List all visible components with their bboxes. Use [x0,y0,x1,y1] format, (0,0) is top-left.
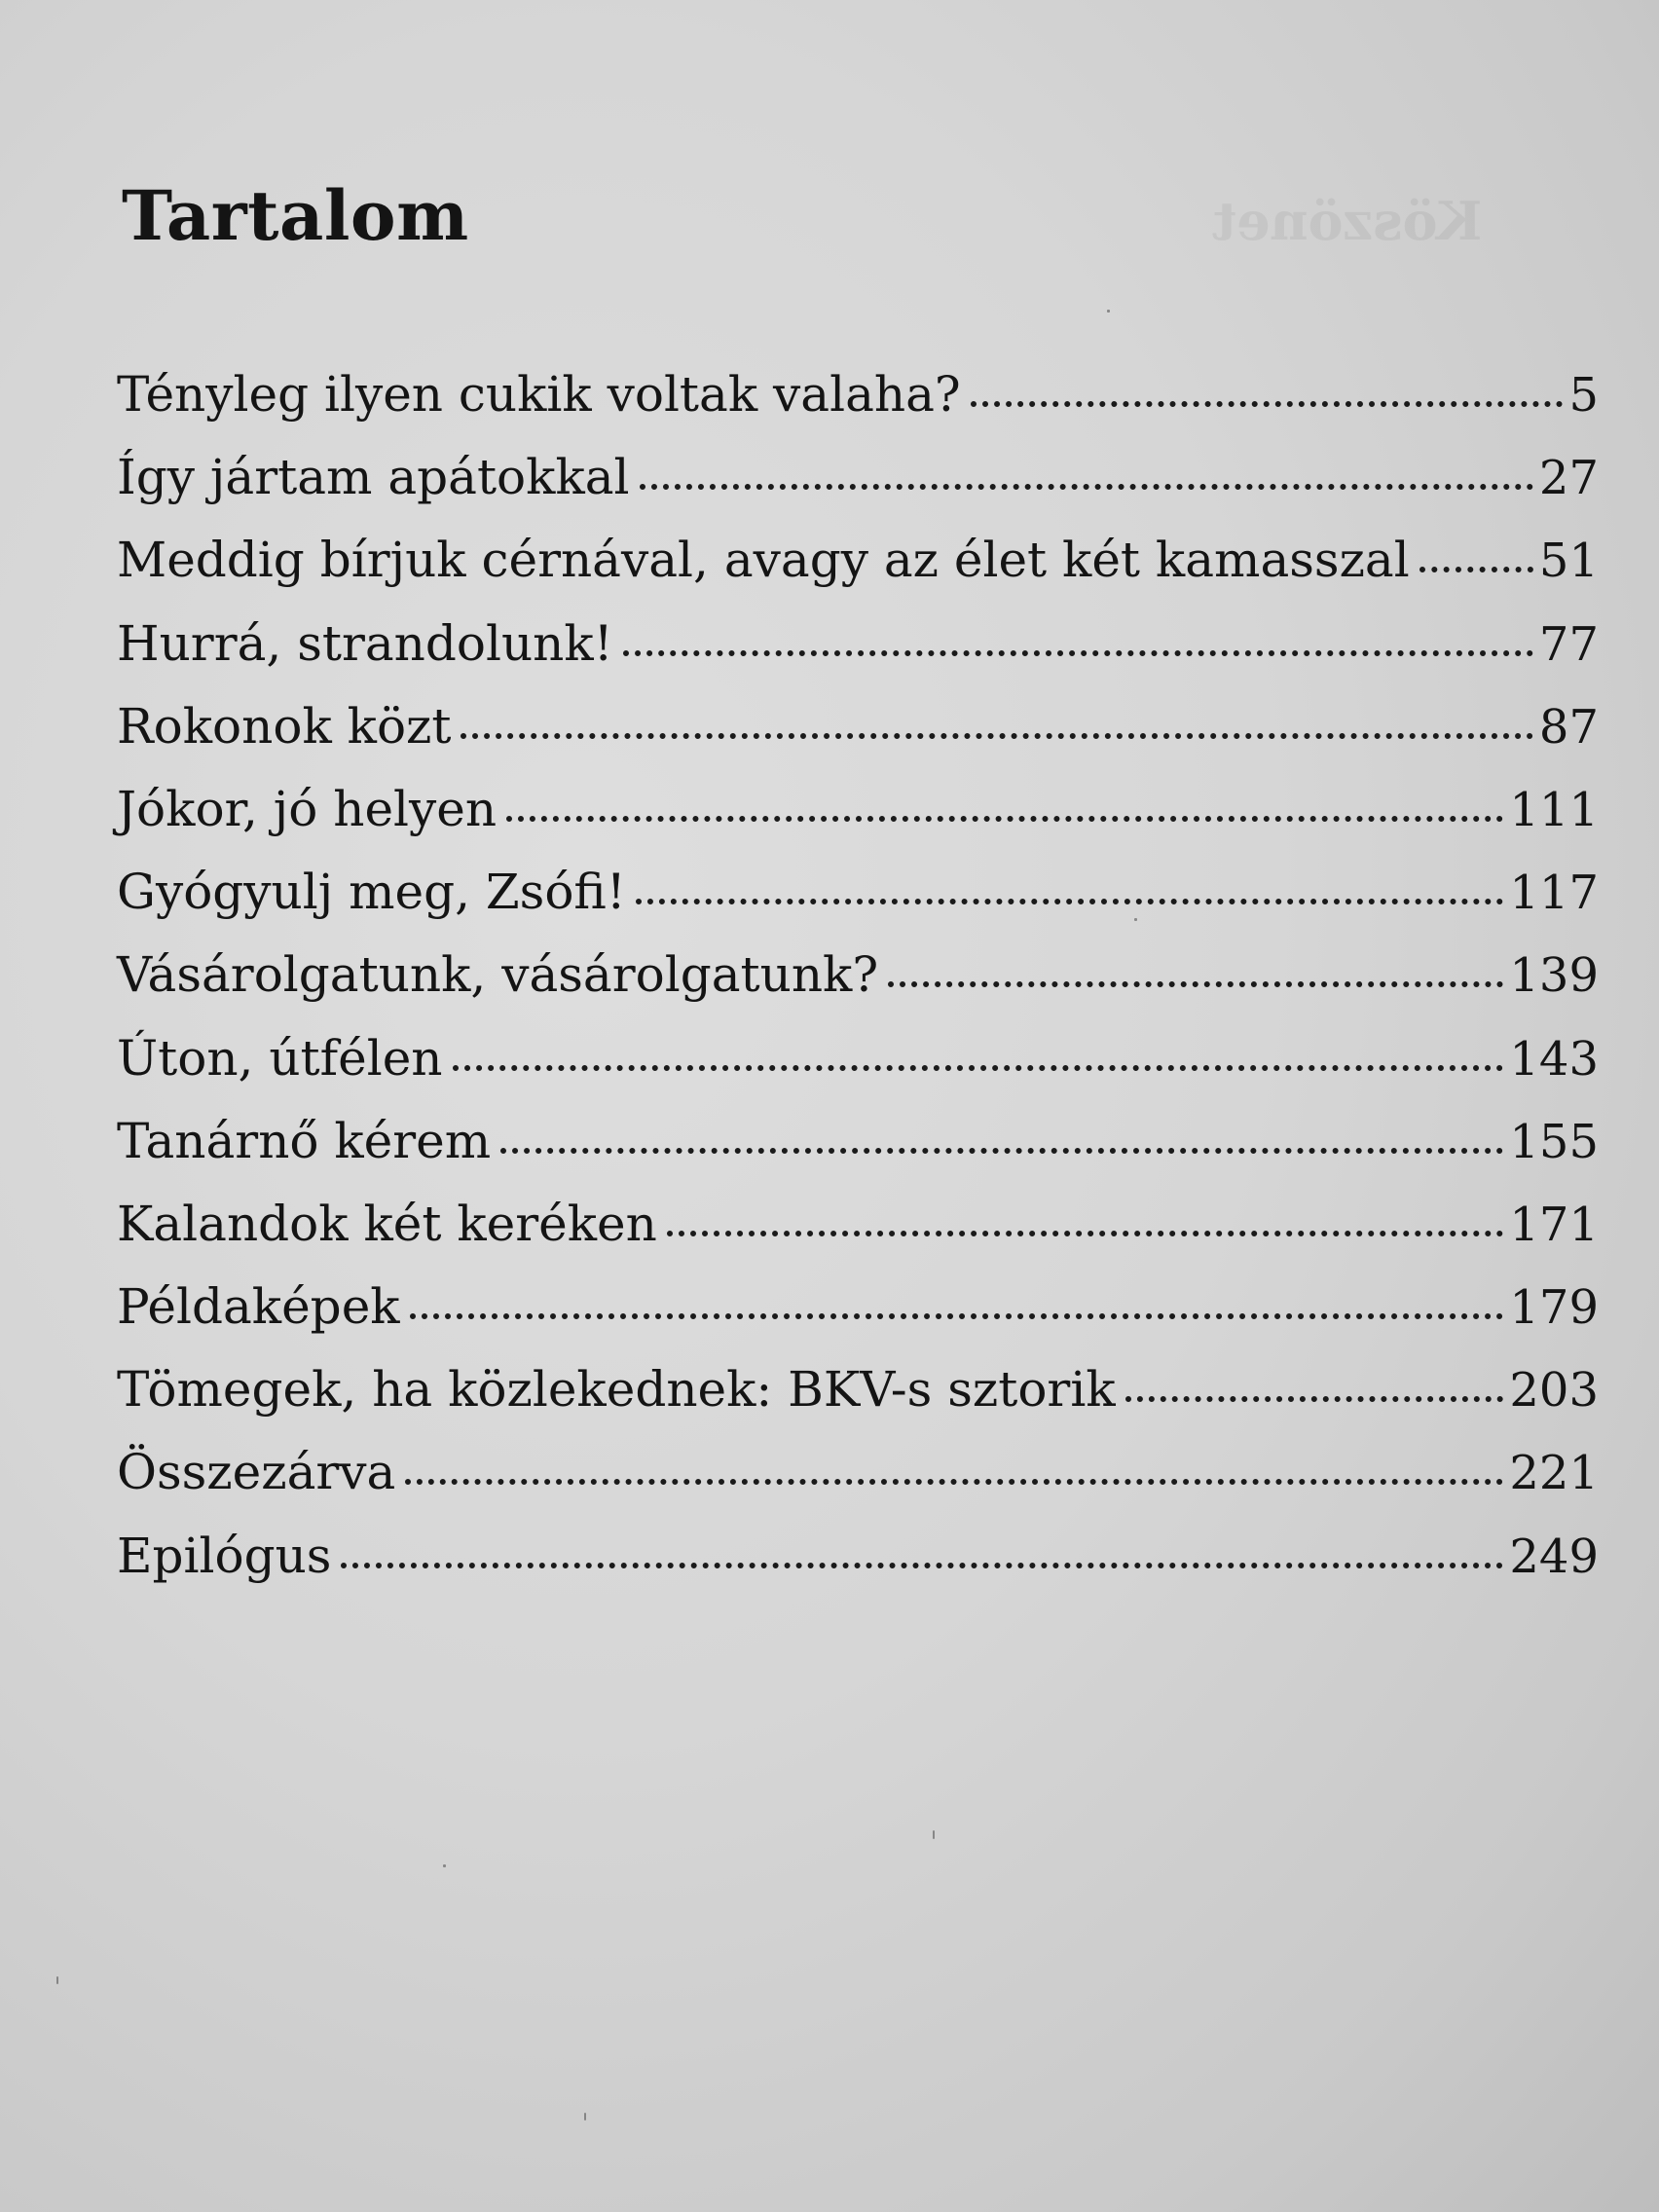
toc-entry-title: Így jártam apátokkal [117,449,630,506]
toc-entry [117,519,1599,602]
dot-leader [888,981,1503,987]
toc-entry-title: Gyógyulj meg, Zsófi! [117,864,626,921]
toc-entry [117,603,1599,685]
toc-page-number: 27 [1538,451,1599,506]
paper-speck [443,1864,446,1867]
toc-entry-title: Úton, útfélen [117,1029,443,1087]
show-through-text: Köszönet [1212,190,1483,252]
dot-leader [667,1231,1504,1236]
toc-entry [117,768,1599,851]
paper-speck [933,1830,935,1839]
dot-leader [405,1479,1503,1485]
toc-page-number: 171 [1509,1197,1599,1252]
toc-entry [117,1515,1599,1598]
toc-entry-title: Példaképek [117,1278,400,1336]
toc-entry [117,1348,1599,1431]
toc-entry-title: Kalandok két keréken [117,1195,657,1252]
toc-page-number: 203 [1509,1363,1599,1419]
toc-entry-title: Tanárnő kérem [117,1112,492,1169]
toc-page-number: 51 [1538,534,1599,589]
toc-entry [117,685,1599,768]
toc-entry [117,1431,1599,1514]
dot-leader [453,1065,1504,1071]
toc-entry-title: Rokonok közt [117,697,452,755]
toc-entry-title: Tömegek, ha közlekednek: BKV-s sztorik [117,1361,1116,1419]
toc-page-number: 87 [1538,699,1599,755]
toc-entry-title: Összezárva [117,1444,396,1501]
toc-page-number: 111 [1509,782,1599,837]
dot-leader [341,1563,1503,1568]
dot-leader [640,484,1533,490]
dot-leader [1419,567,1533,572]
toc-page-number: 77 [1538,616,1599,672]
toc-entry [117,353,1599,436]
dot-leader [1125,1396,1504,1402]
toc-entry-title: Meddig bírjuk cérnával, avagy az élet két kamasszal [117,532,1410,589]
paper-speck [584,2113,586,2120]
toc-entry [117,1266,1599,1348]
toc-entry-title: Tényleg ilyen cukik voltak valaha? [117,366,961,423]
toc-page-number: 139 [1509,948,1599,1004]
toc-entry-title: Jókor, jó helyen [117,780,498,837]
toc-entry [117,1017,1599,1100]
toc-page-number: 143 [1509,1031,1599,1087]
dot-leader [623,650,1533,656]
paper-speck [1134,918,1137,921]
paper-speck [1107,310,1110,313]
toc-entry [117,934,1599,1016]
toc-entry [117,1183,1599,1266]
toc-entry [117,1100,1599,1183]
toc-page-number: 221 [1509,1446,1599,1501]
dot-leader [461,733,1532,739]
toc-page-number: 155 [1509,1114,1599,1169]
toc-entry-title: Hurrá, strandolunk! [117,614,613,672]
toc-page-number: 5 [1568,368,1599,423]
toc-page-number: 117 [1509,866,1599,921]
toc-entry [117,436,1599,519]
toc-entry-title: Vásárolgatunk, vásárolgatunk? [117,946,879,1004]
toc-entry [117,851,1599,934]
dot-leader [500,1148,1503,1154]
table-of-contents [117,353,1599,1598]
toc-entry-title: Epilógus [117,1527,332,1584]
paper-speck [56,1976,58,1984]
toc-page-number: 179 [1509,1280,1599,1336]
dot-leader [636,899,1503,904]
toc-page-number: 249 [1509,1529,1599,1584]
page-title: Tartalom [122,175,469,256]
dot-leader [506,816,1503,822]
dot-leader [410,1313,1504,1319]
dot-leader [971,401,1564,407]
